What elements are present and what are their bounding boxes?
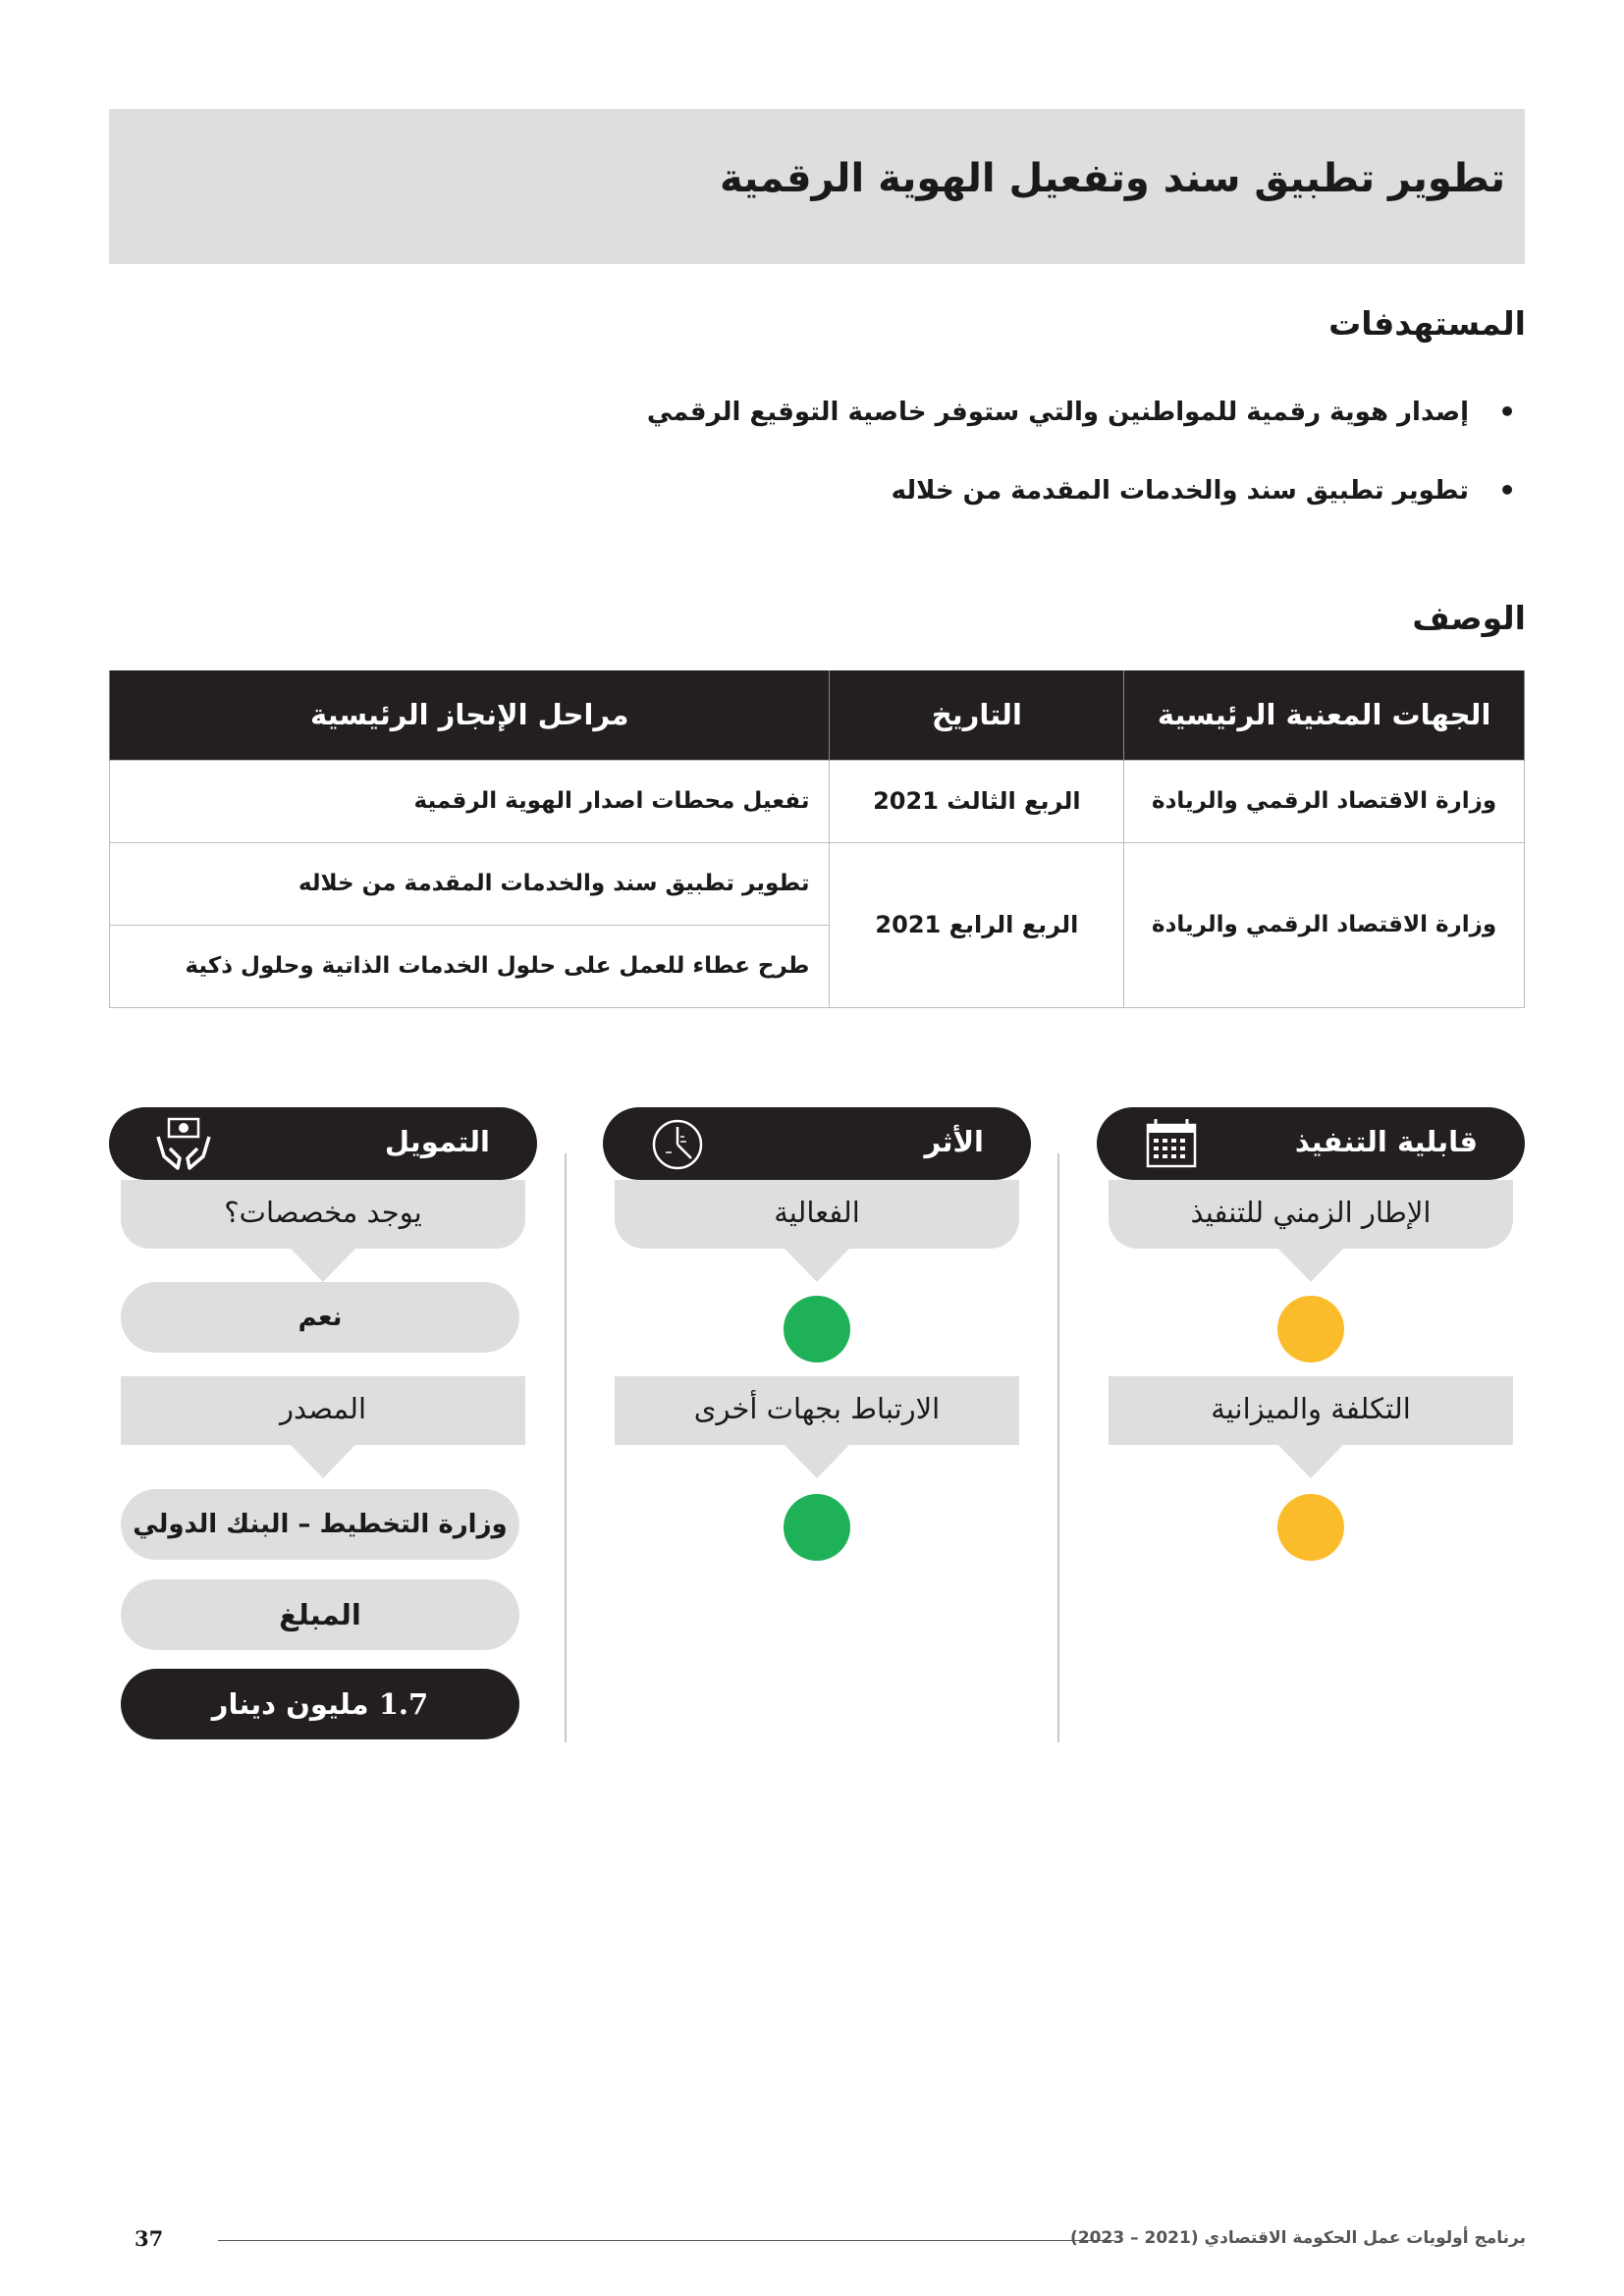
page-title: تطوير تطبيق سند وتفعيل الهوية الرقمية [719, 156, 1505, 201]
footer-text: برنامج أولويات عمل الحكومة الاقتصادي (2021 – 2023) [1070, 2228, 1526, 2248]
column-divider [565, 1153, 567, 1742]
funding-header-label: التمويل [384, 1125, 490, 1158]
calendar-icon [1142, 1115, 1201, 1172]
table-row [110, 842, 1525, 925]
amount-unit: مليون دينار [211, 1687, 369, 1721]
clock-icon [648, 1115, 707, 1172]
funding-header [109, 1107, 537, 1180]
source-value: وزارة التخطيط – البنك الدولي [121, 1489, 519, 1560]
status-indicator-green [784, 1296, 850, 1362]
milestone-cell: تفعيل محطات اصدار الهوية الرقمية [110, 760, 830, 842]
criterion-effectiveness: الفعالية [615, 1180, 1019, 1249]
page-footer [0, 2226, 1624, 2256]
status-indicator-yellow [1277, 1296, 1344, 1362]
criterion-timeframe: الإطار الزمني للتنفيذ [1109, 1180, 1513, 1249]
page-number: 37 [135, 2226, 164, 2251]
impact-header [603, 1107, 1031, 1180]
money-hands-icon [154, 1115, 213, 1172]
allocations-question: يوجد مخصصات؟ [121, 1180, 525, 1249]
date-cell: الربع الثالث 2021 [830, 760, 1124, 842]
description-heading: الوصف [1412, 599, 1526, 637]
impact-header-label: الأثر [924, 1125, 984, 1158]
description-table [109, 670, 1525, 1008]
targets-list [436, 393, 1516, 550]
criterion-linkage: الارتباط بجهات أخرى [615, 1376, 1019, 1445]
milestone-cell: تطوير تطبيق سند والخدمات المقدمة من خلاله [110, 842, 830, 925]
date-cell: الربع الرابع 2021 [830, 842, 1124, 1007]
column-divider [1057, 1153, 1059, 1742]
entity-cell: وزارة الاقتصاد الرقمي والريادة [1124, 760, 1525, 842]
feasibility-header-label: قابلية التنفيذ [1294, 1125, 1478, 1158]
targets-heading: المستهدفات [1328, 304, 1526, 343]
criterion-cost: التكلفة والميزانية [1109, 1376, 1513, 1445]
amount-label: المبلغ [121, 1579, 519, 1650]
funding-column [109, 1107, 537, 1721]
list-item: • تطوير تطبيق سند والخدمات المقدمة من خلاله [436, 471, 1516, 550]
table-header-milestones: مراحل الإنجاز الرئيسية [110, 670, 830, 760]
status-indicator-yellow [1277, 1494, 1344, 1561]
amount-number: 1.7 [378, 1687, 429, 1721]
table-header-entities: الجهات المعنية الرئيسية [1124, 670, 1525, 760]
title-band [109, 109, 1525, 264]
amount-value [121, 1669, 519, 1739]
allocations-answer: نعم [121, 1282, 519, 1353]
entity-cell: وزارة الاقتصاد الرقمي والريادة [1124, 842, 1525, 1007]
status-indicator-green [784, 1494, 850, 1561]
source-label: المصدر [121, 1376, 525, 1445]
list-item: • إصدار هوية رقمية للمواطنين والتي ستوفر خاصية التوقيع الرقمي [436, 393, 1516, 471]
footer-rule [218, 2240, 1113, 2241]
impact-column [603, 1107, 1031, 1425]
table-row [110, 760, 1525, 842]
feasibility-column [1097, 1107, 1525, 1425]
feasibility-header [1097, 1107, 1525, 1180]
milestone-cell: طرح عطاء للعمل على حلول الخدمات الذاتية وحلول ذكية [110, 925, 830, 1007]
table-header-date: التاريخ [830, 670, 1124, 760]
